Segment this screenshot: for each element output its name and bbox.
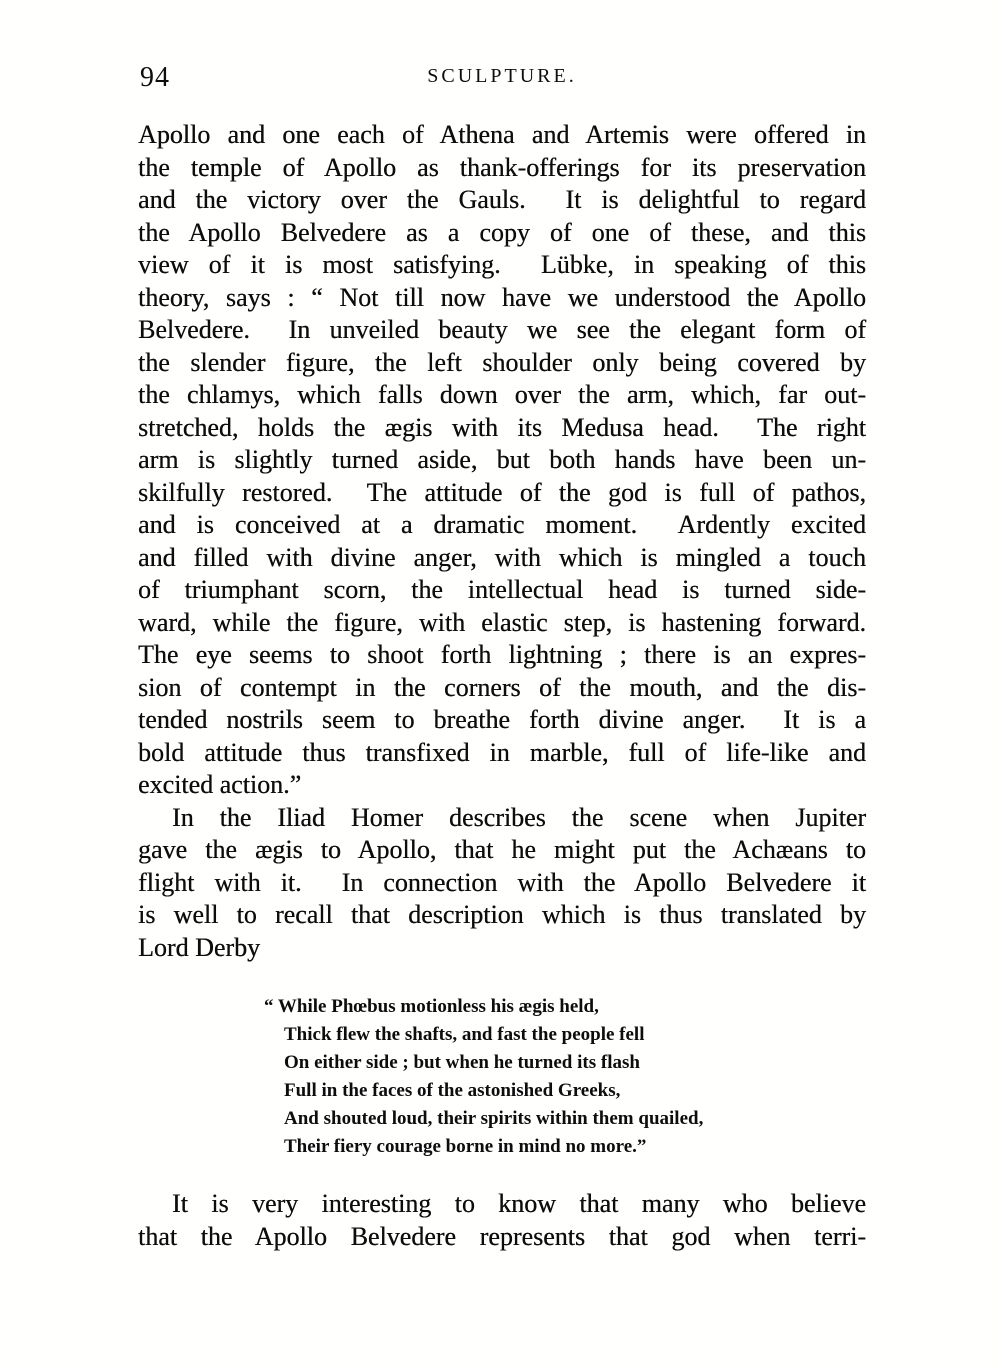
text-line: the temple of Apollo as thank-offerings for its preservation: [138, 152, 866, 182]
text-line: excited action.”: [138, 770, 302, 799]
text-line: skilfully restored. The attitude of the god is full of pathos,: [138, 477, 866, 507]
running-header: SCULPTURE.: [427, 65, 577, 87]
text-line: the chlamys, which falls down over the arm, which, far out-: [138, 380, 866, 409]
poem-line: On either side ; but when he turned its flash: [284, 1052, 640, 1073]
paragraph-apollo-belvedere: [138, 119, 866, 802]
poem-line: Full in the faces of the astonished Greeks,: [284, 1080, 621, 1101]
text-line: and filled with divine anger, with which is mingled a touch: [138, 542, 866, 572]
text-block: [138, 119, 866, 1253]
poem-line: “ While Phœbus motionless his ægis held,: [264, 996, 599, 1017]
poem-quote-lord-derby: [264, 993, 866, 1161]
text-line: It is very interesting to know that many who believe: [172, 1189, 866, 1218]
paragraph-closing: [138, 1188, 866, 1253]
text-line: the slender figure, the left shoulder only being covered by: [138, 347, 866, 377]
text-line: is well to recall that description which is thus translated by: [138, 900, 866, 929]
text-line: Belvedere. In unveiled beauty we see the elegant form of: [138, 315, 866, 344]
text-line: and is conceived at a dramatic moment. Ardently excited: [138, 510, 866, 539]
text-line: arm is slightly turned aside, but both hands have been un-: [138, 445, 866, 474]
text-line: theory, says : “ Not till now have we understood the Apollo: [138, 282, 866, 312]
text-line: Lord Derby: [138, 932, 261, 962]
text-line: gave the ægis to Apollo, that he might put the Achæans to: [138, 835, 866, 864]
text-line: sion of contempt in the corners of the mouth, and the dis-: [138, 672, 866, 702]
poem-line: Their fiery courage borne in mind no more.”: [284, 1136, 647, 1157]
text-line: of triumphant scorn, the intellectual head is turned side-: [138, 575, 866, 604]
text-line: flight with it. In connection with the Apollo Belvedere it: [138, 867, 866, 897]
poem-line: Thick flew the shafts, and fast the people fell: [284, 1024, 645, 1045]
text-line: and the victory over the Gauls. It is delightful to regard: [138, 185, 866, 214]
text-line: ward, while the figure, with elastic step, is hastening forward.: [138, 607, 866, 637]
text-line: the Apollo Belvedere as a copy of one of these, and this: [138, 217, 866, 247]
paragraph-iliad-homer: [138, 802, 866, 965]
text-line: Apollo and one each of Athena and Artemis were offered in: [138, 120, 866, 149]
text-line: In the Iliad Homer describes the scene when Jupiter: [172, 802, 866, 832]
text-line: tended nostrils seem to breathe forth divine anger. It is a: [138, 705, 866, 734]
poem-line: And shouted loud, their spirits within them quailed,: [284, 1108, 704, 1129]
text-line: The eye seems to shoot forth lightning ; there is an expres-: [138, 640, 866, 669]
page-number: 94: [140, 62, 170, 93]
text-line: stretched, holds the ægis with its Medusa head. The right: [138, 412, 866, 442]
text-line: that the Apollo Belvedere represents that god when terri-: [138, 1221, 866, 1251]
text-line: bold attitude thus transfixed in marble, full of life-like and: [138, 737, 866, 767]
text-line: view of it is most satisfying. Lübke, in speaking of this: [138, 250, 866, 279]
